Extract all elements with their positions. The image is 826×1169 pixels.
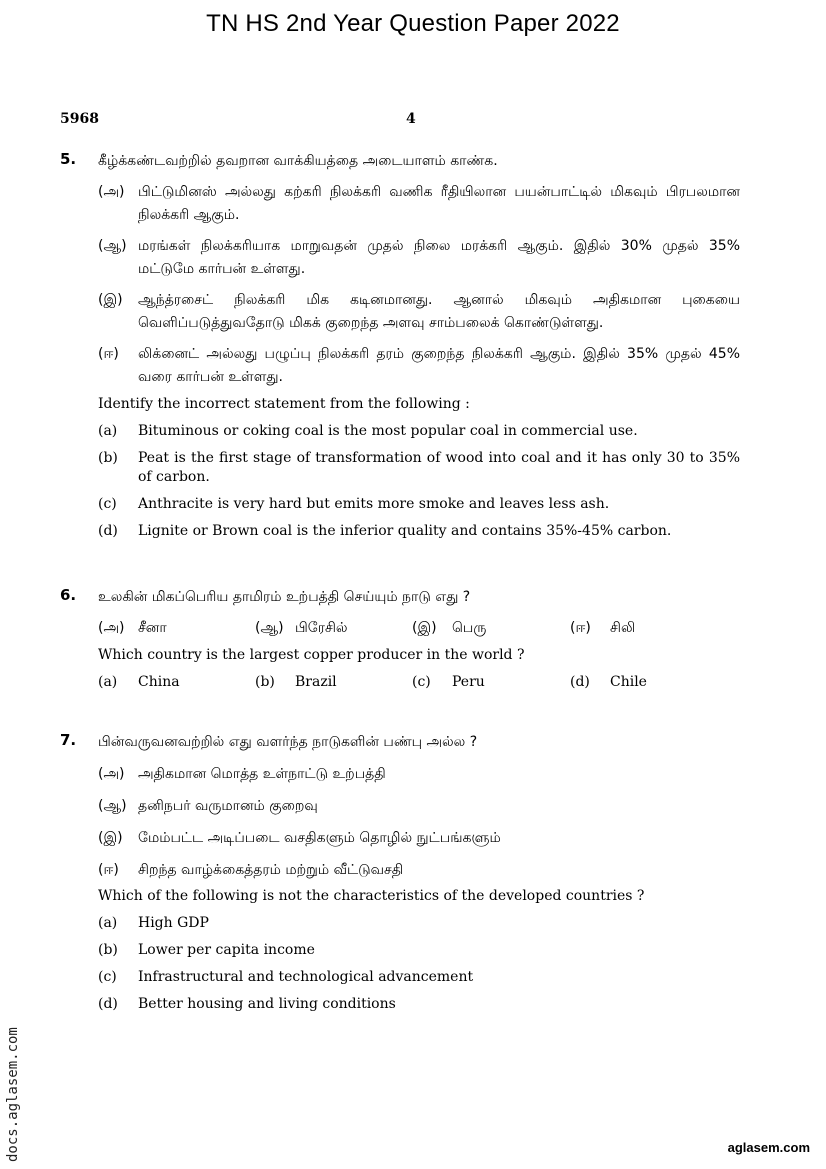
english-option: (b) Peat is the first stage of transformation of wood into coal and it has only 30 to 35% of carbon. — [98, 450, 740, 485]
tamil-option: (அ) அதிகமான மொத்த உள்நாட்டு உற்பத்தி — [98, 766, 386, 782]
tamil-options-row: (அ) சீனா (ஆ) பிரேசில் (இ) பெரு (ஈ) சிலி — [98, 620, 636, 636]
english-option: (d) Lignite or Brown coal is the inferior quality and contains 35%-45% carbon. — [98, 523, 672, 539]
tamil-option: (ஆ) மரங்கள் நிலக்கரியாக மாறுவதன் முதல் நிலை மரக்கரி ஆகும். இதில் 30% முதல் 35% மட்டுமே கார்பன் உள்ளது. — [98, 238, 740, 277]
english-question: Which country is the largest copper producer in the world ? — [98, 647, 525, 663]
side-watermark-url: docs.aglasem.com — [5, 1027, 21, 1162]
page-title: TN HS 2nd Year Question Paper 2022 — [206, 10, 620, 37]
tamil-option: (இ) மேம்பட்ட அடிப்படை வசதிகளும் தொழில் நுட்பங்களும் — [98, 830, 501, 846]
footer-brand: aglasem.com — [727, 1140, 810, 1155]
question-7 — [60, 731, 740, 1014]
question-number: 7. — [60, 731, 77, 749]
tamil-option: (அ) பிட்டுமினஸ் அல்லது கற்கரி நிலக்கரி வணிக ரீதியிலான பயன்பாட்டில் மிகவும் பிரபலமான நிலக்கரி ஆகும். — [98, 184, 740, 223]
tamil-question: உலகின் மிகப்பெரிய தாமிரம் உற்பத்தி செய்யும் நாடு எது ? — [98, 589, 471, 605]
english-options-row: (a) China (b) Brazil (c) Peru (d) Chile — [98, 674, 647, 690]
paper-code: 5968 — [60, 111, 99, 127]
english-option: (b) Lower per capita income — [98, 942, 315, 958]
english-option: (a) Bituminous or coking coal is the most popular coal in commercial use. — [98, 423, 638, 439]
tamil-question: கீழ்க்கண்டவற்றில் தவறான வாக்கியத்தை அடையாளம் காண்க. — [98, 153, 498, 169]
english-option: (d) Better housing and living conditions — [98, 996, 396, 1012]
question-number: 6. — [60, 586, 77, 604]
english-option: (c) Anthracite is very hard but emits more smoke and leaves less ash. — [98, 496, 610, 512]
english-question: Identify the incorrect statement from the following : — [98, 396, 470, 412]
tamil-option: (ஈ) லிக்னைட் அல்லது பழுப்பு நிலக்கரி தரம் குறைந்த நிலக்கரி ஆகும். இதில் 35% முதல் 45% வரை கார்பன் உள்ளது. — [98, 346, 740, 385]
tamil-option: (ஆ) தனிநபர் வருமானம் குறைவு — [98, 798, 318, 814]
tamil-option: (ஈ) சிறந்த வாழ்க்கைத்தரம் மற்றும் வீட்டுவசதி — [98, 862, 404, 878]
question-5 — [60, 150, 740, 541]
tamil-option: (இ) ஆந்த்ரசைட் நிலக்கரி மிக கடினமானது. ஆனால் மிகவும் அதிகமான புகையை வெளிப்படுத்துவதோடு மிகக் குறைந்த அளவு சாம்பலைக் கொண்டுள்ளது. — [98, 292, 740, 331]
english-question: Which of the following is not the characteristics of the developed countries ? — [98, 888, 645, 904]
question-number: 5. — [60, 150, 77, 168]
english-option: (a) High GDP — [98, 915, 209, 931]
question-6 — [60, 586, 740, 697]
tamil-question: பின்வருவனவற்றில் எது வளர்ந்த நாடுகளின் பண்பு அல்ல ? — [98, 734, 478, 750]
english-option: (c) Infrastructural and technological advancement — [98, 969, 474, 985]
page-number: 4 — [406, 111, 416, 127]
